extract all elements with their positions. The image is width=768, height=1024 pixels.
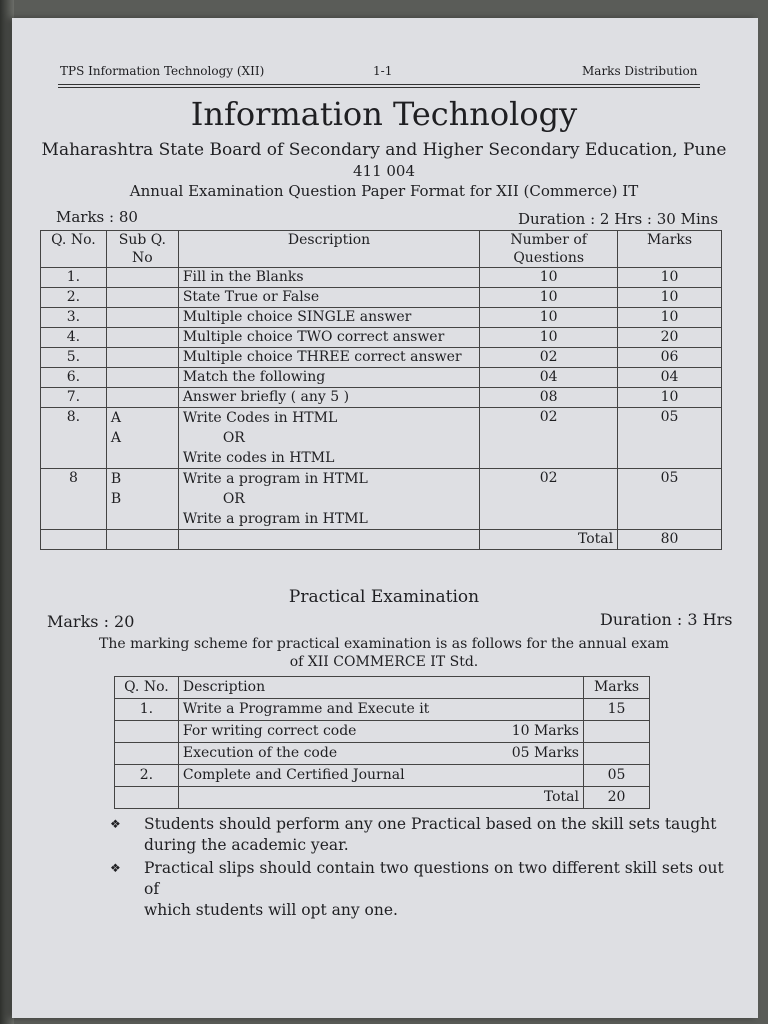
marks: 15 [584, 699, 650, 721]
question-number: 1. [41, 268, 107, 288]
number-of-questions: 10 [480, 328, 618, 348]
table-row [41, 408, 722, 469]
note-line: Practical slips should contain two questions on two different skill sets out of [144, 859, 724, 898]
sub-marks: 05 Marks [406, 743, 584, 765]
table-row [41, 268, 722, 288]
practical-marks-table [114, 676, 650, 809]
description-line: Write Codes in HTML [182, 410, 338, 426]
note-text [144, 858, 730, 921]
total-row [115, 787, 650, 809]
sub-question [106, 348, 178, 368]
marking-scheme-text: of XII COMMERCE IT Std. [289, 654, 479, 670]
theory-marks: Marks : 80 [56, 208, 138, 226]
marks [584, 743, 650, 765]
sub-question [106, 408, 178, 469]
sub-question [106, 288, 178, 308]
description-line: Write a program in HTML [182, 511, 368, 527]
number-of-questions: 10 [480, 288, 618, 308]
practical-marks: Marks : 20 [47, 612, 135, 631]
header-rule-double [58, 87, 700, 88]
total-label: Total [178, 787, 583, 809]
table-row [41, 288, 722, 308]
description: Fill in the Blanks [178, 268, 479, 288]
question-number: 4. [41, 328, 107, 348]
marks [584, 721, 650, 743]
description [178, 408, 479, 469]
number-of-questions: 08 [480, 388, 618, 408]
marks: 10 [618, 268, 722, 288]
note-text [144, 814, 716, 856]
sub-question [106, 328, 178, 348]
question-number: 8. [41, 408, 107, 469]
running-header-right: Marks Distribution [582, 64, 698, 78]
number-of-questions: 02 [480, 408, 618, 469]
table-row [41, 469, 722, 530]
practical-duration: Duration : 3 Hrs [600, 610, 733, 629]
description [178, 469, 479, 530]
table-row [115, 721, 650, 743]
pin-code: 411 004 [352, 162, 416, 180]
question-number: 5. [41, 348, 107, 368]
column-header: Description [178, 231, 479, 268]
page-number: 1-1 [373, 64, 393, 78]
sub-question [106, 308, 178, 328]
question-number [115, 721, 179, 743]
question-number: 6. [41, 368, 107, 388]
sub-question-label: B [110, 471, 122, 487]
description: Write a Programme and Execute it [178, 699, 583, 721]
header-rule [58, 84, 700, 85]
total-marks: 20 [584, 787, 650, 809]
marks: 06 [618, 348, 722, 368]
table-row [115, 743, 650, 765]
table-row [115, 765, 650, 787]
question-number [115, 743, 179, 765]
description: State True or False [178, 288, 479, 308]
description: Multiple choice TWO correct answer [178, 328, 479, 348]
marks: 05 [584, 765, 650, 787]
description-line: Write a program in HTML [182, 471, 368, 487]
table-header-row [115, 677, 650, 699]
diamond-bullet-icon: ❖ [110, 861, 121, 875]
list-item [110, 814, 730, 856]
sub-question-label: B [110, 491, 122, 507]
question-number: 1. [115, 699, 179, 721]
table-row [41, 308, 722, 328]
marks: 04 [618, 368, 722, 388]
sub-question [106, 469, 178, 530]
table-header-row [41, 231, 722, 268]
table-row [41, 328, 722, 348]
notes-list [110, 814, 730, 923]
running-header-left: TPS Information Technology (XII) [60, 64, 265, 78]
marks: 20 [618, 328, 722, 348]
column-header: Number of Questions [480, 231, 618, 268]
question-number: 8 [41, 469, 107, 530]
description: Multiple choice THREE correct answer [178, 348, 479, 368]
sub-question-label: A [110, 410, 122, 426]
description: For writing correct code [178, 721, 406, 743]
marks: 05 [618, 469, 722, 530]
number-of-questions: 10 [480, 268, 618, 288]
description: Multiple choice SINGLE answer [178, 308, 479, 328]
total-row [41, 530, 722, 550]
note-line: Students should perform any one Practical based on the skill sets taught [144, 815, 717, 833]
description-line: Write codes in HTML [182, 450, 335, 466]
list-item [110, 858, 730, 921]
marking-scheme-text: The marking scheme for practical examination is as follows for the annual exam [99, 636, 669, 652]
number-of-questions: 10 [480, 308, 618, 328]
question-number: 3. [41, 308, 107, 328]
column-header: Marks [618, 231, 722, 268]
practical-heading: Practical Examination [288, 587, 480, 607]
question-number: 2. [115, 765, 179, 787]
empty-cell [41, 530, 107, 550]
description: Execution of the code [178, 743, 406, 765]
sub-question [106, 368, 178, 388]
page-title: Information Technology [190, 95, 578, 133]
sub-question [106, 268, 178, 288]
empty-cell [178, 530, 479, 550]
marks: 10 [618, 308, 722, 328]
number-of-questions: 02 [480, 469, 618, 530]
description: Complete and Certified Journal [178, 765, 583, 787]
empty-cell [115, 787, 179, 809]
column-header: Q. No. [115, 677, 179, 699]
marks: 10 [618, 288, 722, 308]
column-header: Description [178, 677, 583, 699]
column-header: Marks [584, 677, 650, 699]
paper-format-heading: Annual Examination Question Paper Format for XII (Commerce) IT [129, 182, 639, 200]
marks: 10 [618, 388, 722, 408]
or-separator: OR [222, 491, 245, 507]
description: Answer briefly ( any 5 ) [178, 388, 479, 408]
or-separator: OR [222, 430, 245, 446]
note-line: during the academic year. [144, 836, 349, 854]
board-name: Maharashtra State Board of Secondary and Higher Secondary Education, Pune [41, 140, 727, 160]
column-header: Q. No. [41, 231, 107, 268]
total-marks: 80 [618, 530, 722, 550]
note-line: which students will opt any one. [144, 901, 398, 919]
column-header: Sub Q. No [106, 231, 178, 268]
sub-question [106, 388, 178, 408]
question-number: 7. [41, 388, 107, 408]
table-row [41, 348, 722, 368]
total-label: Total [480, 530, 618, 550]
sub-question-label: A [110, 430, 122, 446]
marks: 05 [618, 408, 722, 469]
theory-marks-table [40, 230, 722, 550]
diamond-bullet-icon: ❖ [110, 817, 121, 831]
table-row [41, 368, 722, 388]
table-row [115, 699, 650, 721]
question-number: 2. [41, 288, 107, 308]
number-of-questions: 04 [480, 368, 618, 388]
number-of-questions: 02 [480, 348, 618, 368]
empty-cell [106, 530, 178, 550]
sub-marks: 10 Marks [406, 721, 584, 743]
table-row [41, 388, 722, 408]
description: Match the following [178, 368, 479, 388]
theory-duration: Duration : 2 Hrs : 30 Mins [518, 210, 719, 228]
